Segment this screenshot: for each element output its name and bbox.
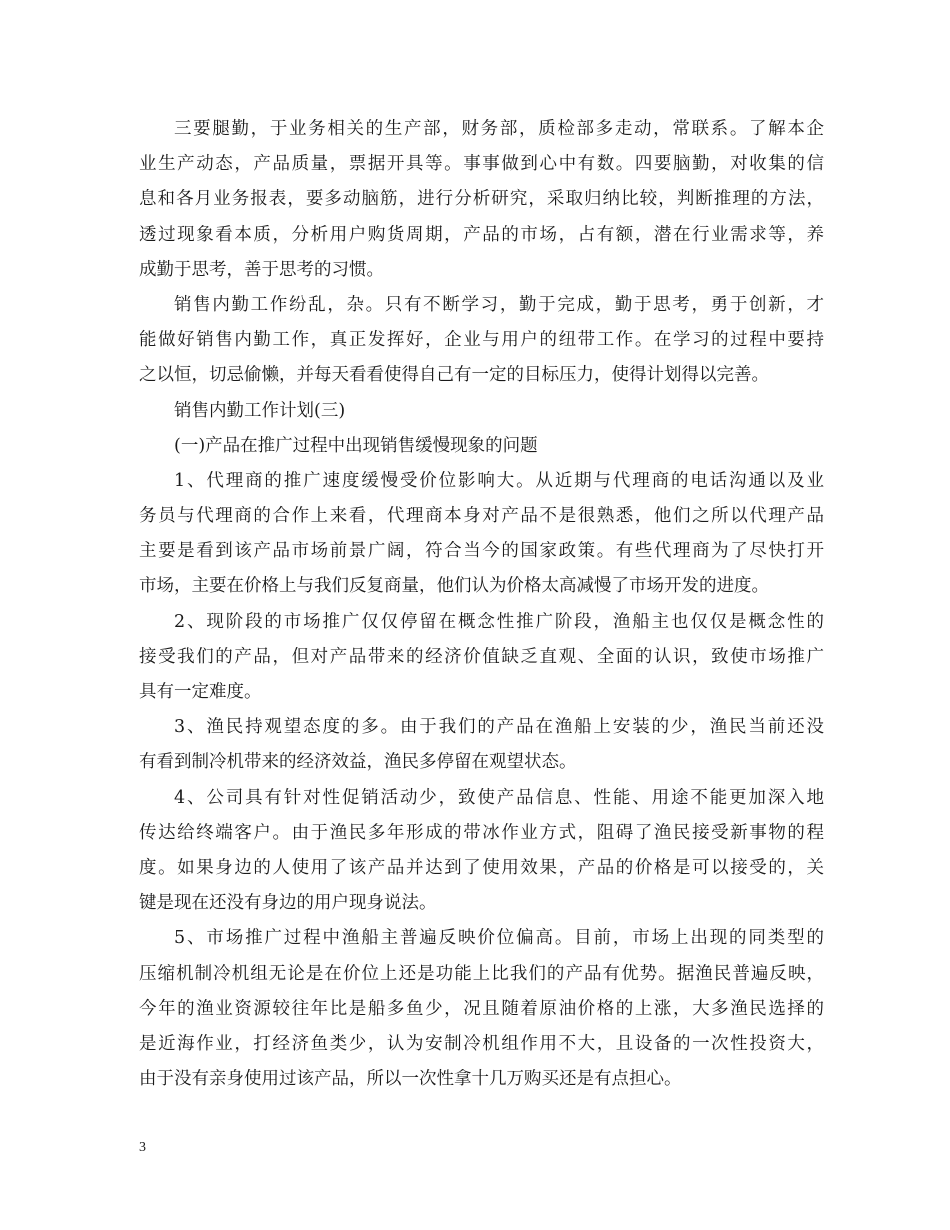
paragraph: [139, 288, 824, 394]
paragraph: [139, 781, 824, 922]
text-line: 透过现象看本质，分析用户购货周期，产品的市场，占有额，潜在行业需求等，养: [139, 224, 824, 245]
text-line: 传达给终端客户。由于渔民多年形成的带冰作业方式，阻碍了渔民接受新事物的程: [139, 822, 824, 843]
paragraph: [139, 394, 824, 429]
text-line: 销售内勤工作纷乱，杂。只有不断学习，勤于完成，勤于思考，勇于创新，才: [174, 294, 824, 315]
paragraph: [139, 464, 824, 605]
text-line: 是近海作业，打经济鱼类少，认为安制冷机组作用不大，且设备的一次性投资大，: [139, 1033, 824, 1054]
text-line: 务员与代理商的合作上来看，代理商本身对产品不是很熟悉，他们之所以代理产品: [139, 506, 824, 527]
text-line: 今年的渔业资源较往年比是船多鱼少，况且随着原油价格的上涨，大多渔民选择的: [139, 998, 824, 1019]
text-line: 5、市场推广过程中渔船主普遍反映价位偏高。目前，市场上出现的同类型的: [174, 928, 824, 949]
paragraph: [139, 710, 824, 780]
text-line: 市场，主要在价格上与我们反复商量，他们认为价格太高减慢了市场开发的进度。: [139, 576, 769, 597]
text-line: 有看到制冷机带来的经济效益，渔民多停留在观望状态。: [139, 752, 577, 773]
page-number: 3: [139, 1140, 146, 1155]
text-line: 三要腿勤，于业务相关的生产部，财务部，质检部多走动，常联系。了解本企: [174, 119, 824, 139]
text-line: 之以恒，切忌偷懒，并每天看看使得自己有一定的目标压力，使得计划得以完善。: [139, 365, 769, 386]
text-line: 键是现在还没有身边的用户现身说法。: [139, 893, 437, 914]
text-line: 2、现阶段的市场推广仅仅停留在概念性推广阶段，渔船主也仅仅是概念性的: [174, 611, 824, 632]
text-line: 4、公司具有针对性促销活动少，致使产品信息、性能、用途不能更加深入地: [174, 787, 824, 808]
text-line: 能做好销售内勤工作，真正发挥好，企业与用户的纽带工作。在学习的过程中要持: [139, 330, 824, 351]
text-line: (一)产品在推广过程中出现销售缓慢现象的问题: [174, 435, 538, 456]
text-line: 息和各月业务报表，要多动脑筋，进行分析研究，采取归纳比较，判断推理的方法，: [139, 189, 824, 210]
text-line: 由于没有亲身使用过该产品，所以一次性拿十几万购买还是有点担心。: [139, 1069, 682, 1090]
text-line: 接受我们的产品，但对产品带来的经济价值缺乏直观、全面的认识，致使市场推广: [139, 646, 824, 667]
paragraph: [139, 921, 824, 1097]
paragraph: [139, 112, 824, 288]
document-body: [139, 112, 824, 1097]
text-line: 业生产动态，产品质量，票据开具等。事事做到心中有数。四要脑勤，对收集的信: [139, 154, 824, 175]
text-line: 度。如果身边的人使用了该产品并达到了使用效果，产品的价格是可以接受的，关: [139, 857, 824, 878]
text-line: 3、渔民持观望态度的多。由于我们的产品在渔船上安装的少，渔民当前还没: [174, 717, 824, 738]
text-line: 1、代理商的推广速度缓慢受价位影响大。从近期与代理商的电话沟通以及业: [174, 470, 824, 491]
text-line: 压缩机制冷机组无论是在价位上还是功能上比我们的产品有优势。据渔民普遍反映，: [139, 963, 824, 984]
text-line: 销售内勤工作计划(三): [174, 400, 346, 421]
text-line: 主要是看到该产品市场前景广阔，符合当今的国家政策。有些代理商为了尽快打开: [139, 541, 824, 562]
text-line: 成勤于思考，善于思考的习惯。: [139, 259, 384, 280]
paragraph: [139, 429, 824, 464]
paragraph: [139, 605, 824, 711]
text-line: 具有一定难度。: [139, 682, 262, 702]
